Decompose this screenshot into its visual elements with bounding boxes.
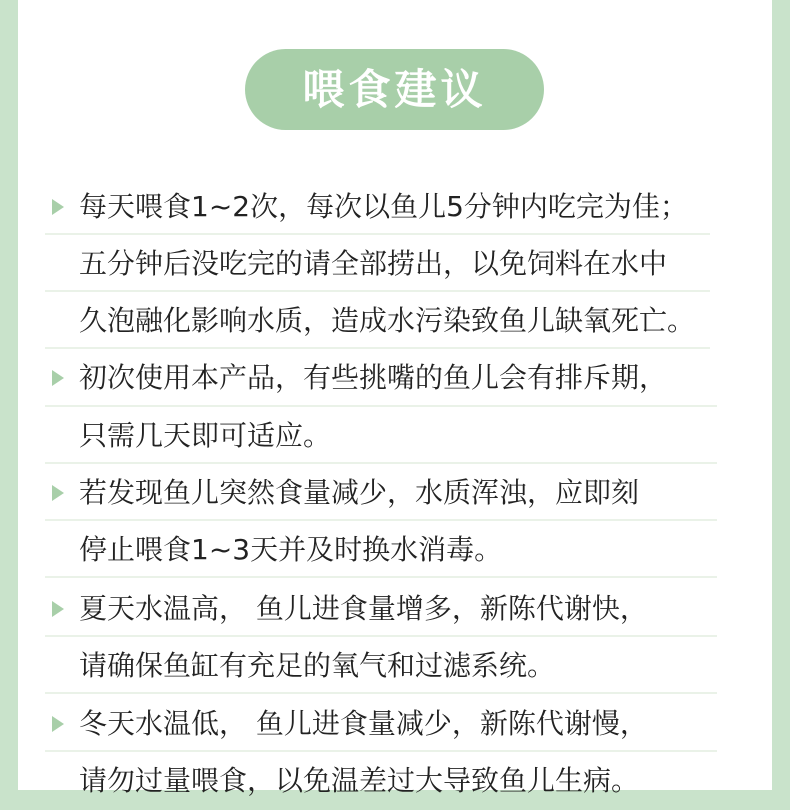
advice-line: 五分钟后没吃完的请全部捞出，以免饲料在水中 bbox=[79, 247, 668, 280]
advice-line: 请勿过量喂食，以免温差过大导致鱼儿生病。 bbox=[79, 764, 640, 797]
advice-line: 只需几天即可适应。 bbox=[79, 419, 332, 452]
divider bbox=[45, 692, 717, 694]
advice-line: 冬天水温低， 鱼儿进食量减少，新陈代谢慢， bbox=[79, 707, 648, 740]
advice-line: 请确保鱼缸有充足的氧气和过滤系统。 bbox=[79, 649, 556, 682]
advice-line: 每天喂食1~2次，每次以鱼儿5分钟内吃完为佳； bbox=[79, 190, 688, 223]
bullet-triangle-icon bbox=[52, 716, 64, 732]
advice-line: 若发现鱼儿突然食量减少，水质浑浊，应即刻 bbox=[79, 476, 640, 509]
bullet-triangle-icon bbox=[52, 485, 64, 501]
bullet-triangle-icon bbox=[52, 370, 64, 386]
section-title: 喂食建议 bbox=[245, 49, 544, 130]
bullet-triangle-icon bbox=[52, 601, 64, 617]
advice-line: 初次使用本产品，有些挑嘴的鱼儿会有排斥期， bbox=[79, 361, 668, 394]
bullet-triangle-icon bbox=[52, 199, 64, 215]
advice-line: 久泡融化影响水质，造成水污染致鱼儿缺氧死亡。 bbox=[79, 304, 696, 337]
advice-line: 停止喂食1~3天并及时换水消毒。 bbox=[79, 533, 503, 566]
advice-line: 夏天水温高， 鱼儿进食量增多，新陈代谢快， bbox=[79, 592, 648, 625]
divider bbox=[45, 576, 717, 578]
content-panel bbox=[18, 0, 772, 797]
